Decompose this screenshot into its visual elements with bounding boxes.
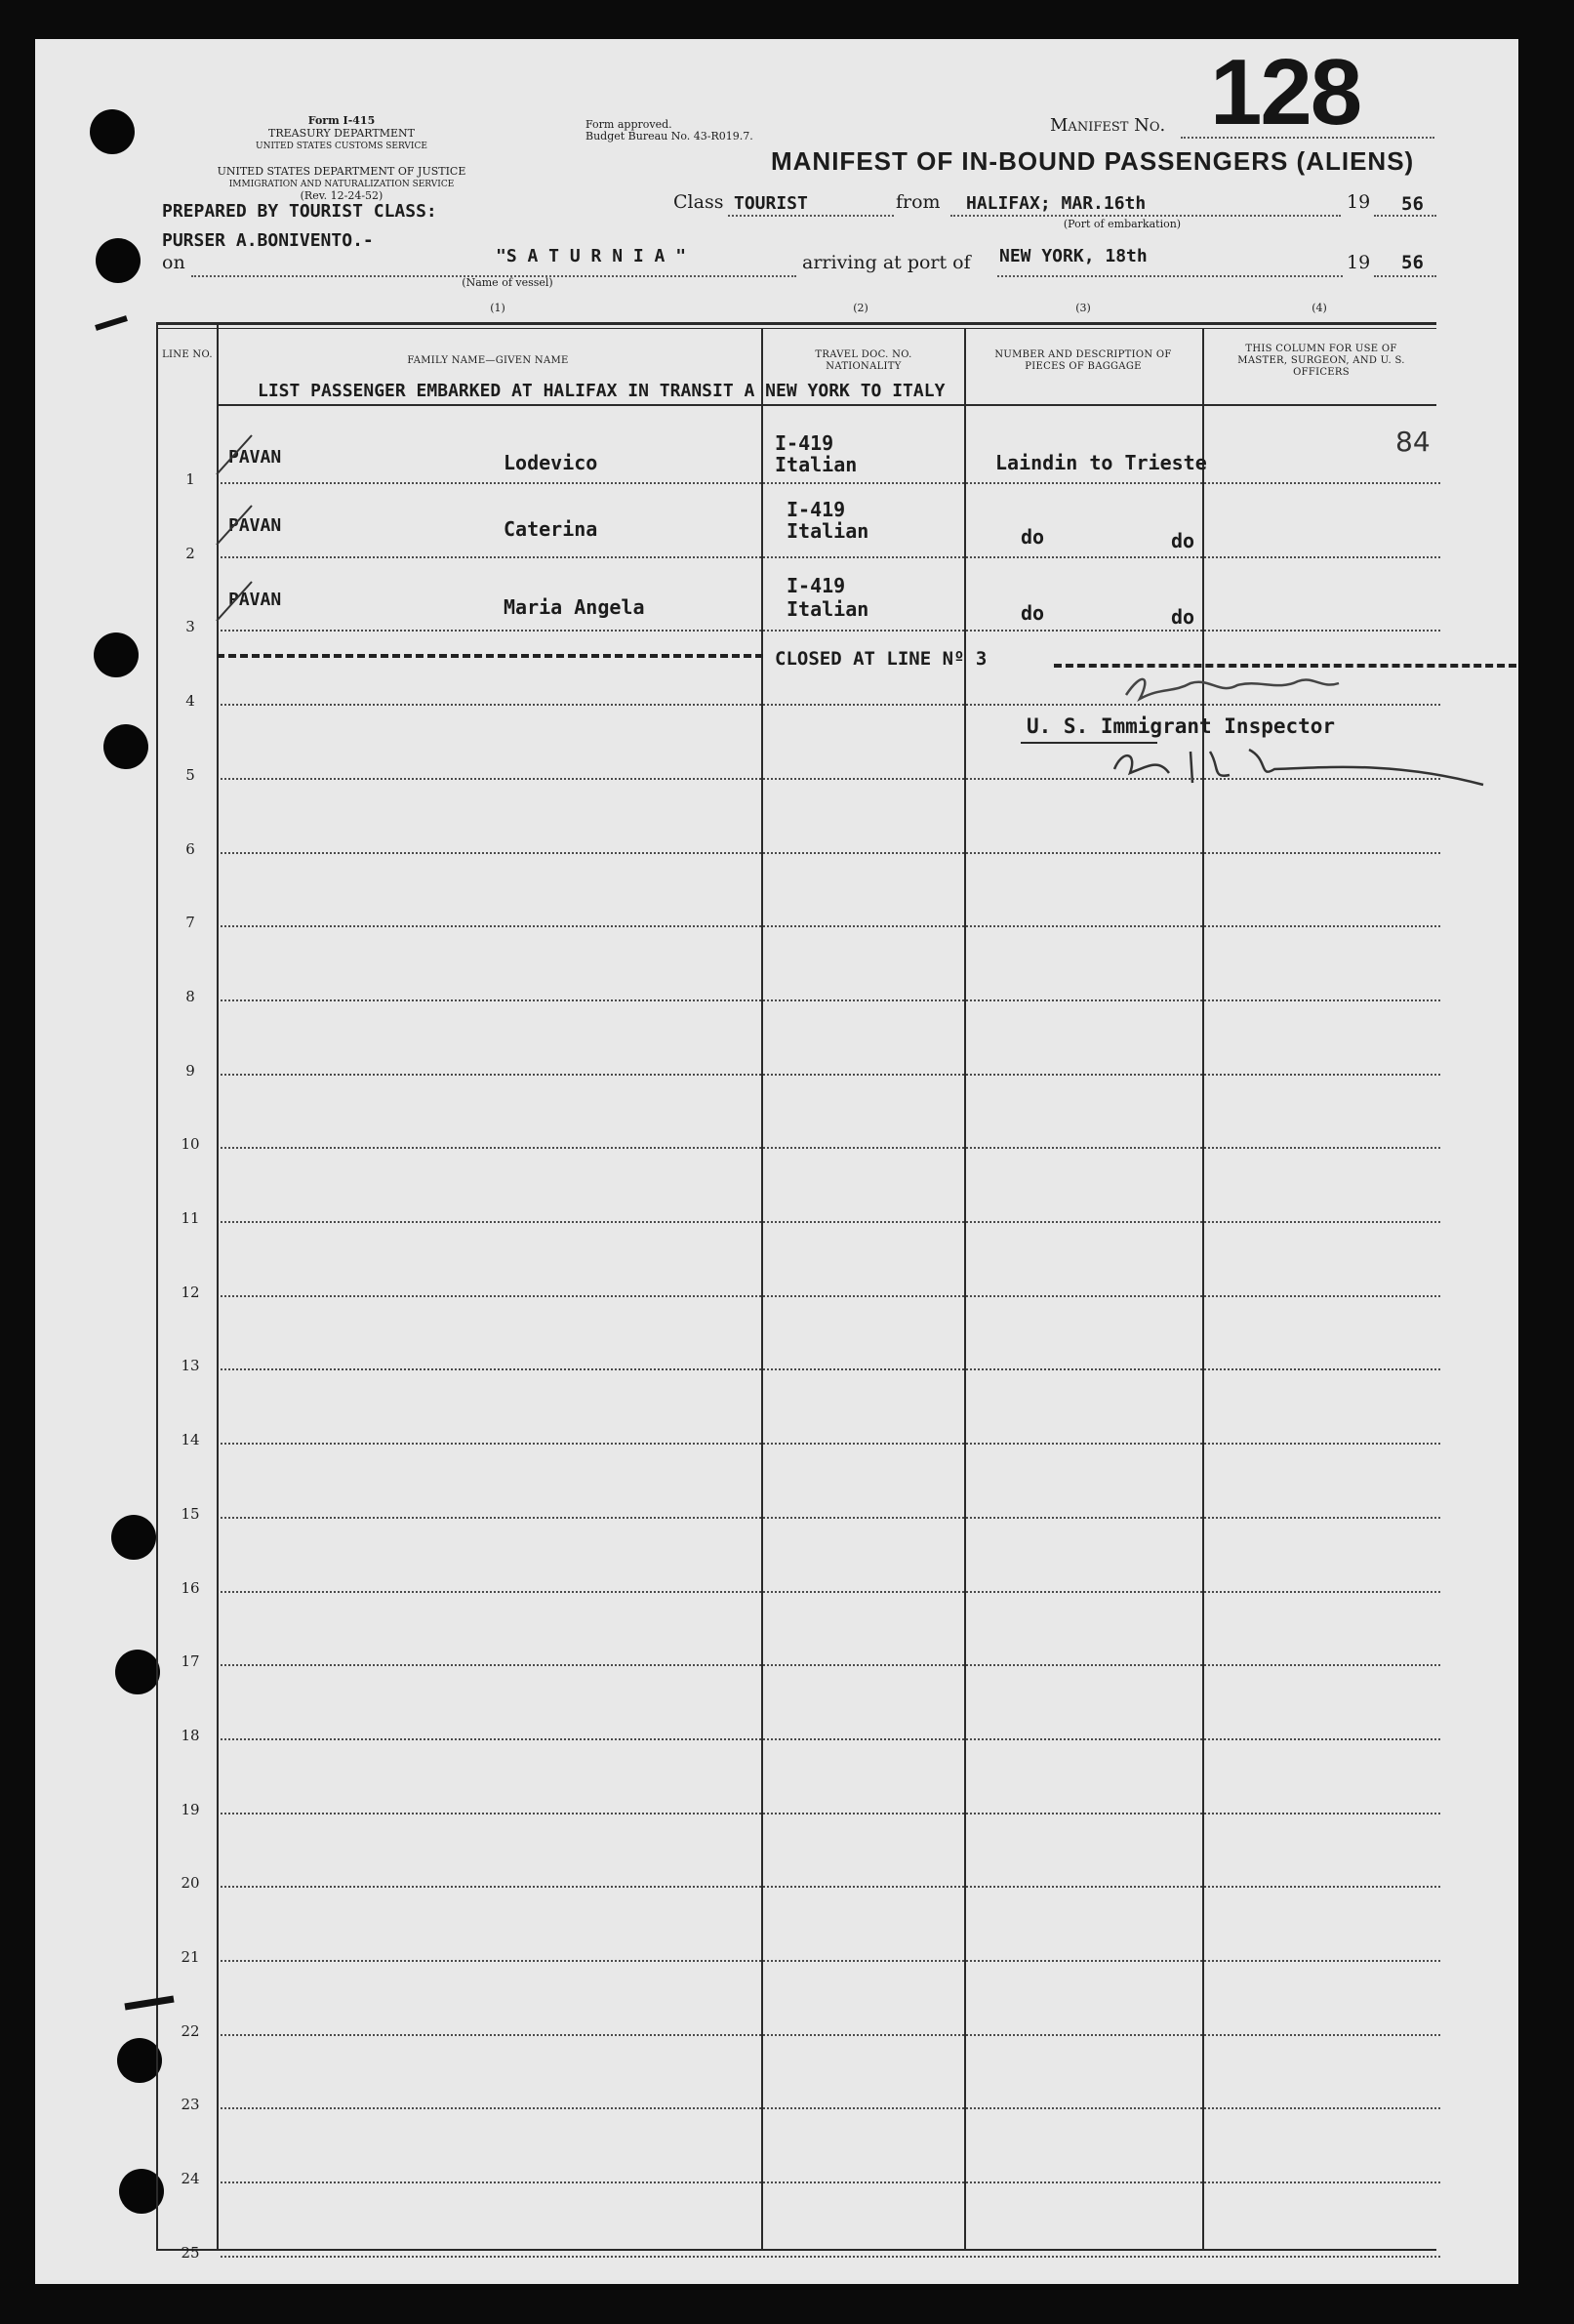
punch-hole <box>103 724 148 769</box>
passenger-1-given: Lodevico <box>504 451 598 474</box>
dept-treasury: TREASURY DEPARTMENT <box>268 127 415 140</box>
row-rule <box>221 482 1440 484</box>
form-approved: Form approved. <box>585 118 672 131</box>
table-header-border <box>156 328 1436 329</box>
line-number: 13 <box>181 1357 200 1375</box>
year2-line <box>1374 275 1436 277</box>
line-number: 1 <box>185 470 195 488</box>
line-number: 22 <box>181 2021 200 2040</box>
row-rule <box>221 1664 1440 1666</box>
row-rule <box>221 630 1440 632</box>
list-heading: LIST PASSENGER EMBARKED AT HALIFAX IN TRANSIT A NEW YORK TO ITALY <box>258 381 946 401</box>
arriving-label: arriving at port of <box>802 252 971 273</box>
passenger-2-family: PAVAN <box>228 515 282 536</box>
passenger-3-doc: I-419 <box>787 574 846 597</box>
punch-hole <box>90 109 135 154</box>
header-name: FAMILY NAME—GIVEN NAME <box>407 355 569 366</box>
passenger-2-given: Caterina <box>504 517 598 541</box>
table-top-border <box>156 322 1436 325</box>
line-number: 25 <box>181 2243 200 2262</box>
dept-ins: IMMIGRATION AND NATURALIZATION SERVICE <box>228 180 455 189</box>
inspector-title: U. S. Immigrant Inspector <box>1027 714 1336 738</box>
check-mark-icon <box>213 429 262 478</box>
row-rule <box>221 2181 1440 2183</box>
table-bottom-border <box>156 2249 1436 2251</box>
col-marker-2: (2) <box>853 302 868 314</box>
passenger-1-nationality: Italian <box>775 453 858 476</box>
check-mark-icon <box>213 500 262 549</box>
margin-mark <box>121 1991 180 2015</box>
line-number: 10 <box>181 1135 200 1154</box>
row-rule <box>221 2107 1440 2109</box>
line-number: 3 <box>185 618 195 636</box>
table-left-border <box>156 324 158 2249</box>
row-rule <box>221 1074 1440 1076</box>
header-baggage: NUMBER AND DESCRIPTION OF PIECES OF BAGGAGE <box>994 349 1172 372</box>
line-number: 16 <box>181 1578 200 1597</box>
punch-hole <box>115 1650 160 1694</box>
class-line <box>728 215 894 217</box>
passenger-3-nationality: Italian <box>787 597 869 621</box>
dept-customs: UNITED STATES CUSTOMS SERVICE <box>256 142 427 151</box>
col-marker-1: (1) <box>490 302 505 314</box>
line-number: 23 <box>181 2096 200 2114</box>
form-number: Form I-415 <box>307 114 376 127</box>
line-number: 17 <box>181 1652 200 1671</box>
header-line-no: LINE NO. <box>162 349 213 360</box>
passenger-1-baggage: Laindin to Trieste <box>995 451 1207 474</box>
row-rule <box>221 1517 1440 1519</box>
row-rule <box>221 1813 1440 1814</box>
row-rule <box>221 1295 1440 1297</box>
list-heading-underline <box>217 404 1436 406</box>
class-label: Class <box>673 191 724 213</box>
row-rule <box>221 1591 1440 1593</box>
arriving-line <box>997 275 1343 277</box>
row-rule <box>221 1960 1440 1962</box>
row-rule <box>221 1738 1440 1740</box>
line-number: 11 <box>181 1209 200 1227</box>
passenger-1-family: PAVAN <box>228 447 282 468</box>
line-number: 18 <box>181 1726 200 1744</box>
row-rule <box>221 2256 1440 2258</box>
passenger-2-nationality: Italian <box>787 519 869 543</box>
row-rule <box>221 852 1440 854</box>
line-number: 15 <box>181 1504 200 1523</box>
page-title: MANIFEST OF IN-BOUND PASSENGERS (ALIENS) <box>771 146 1415 176</box>
line-number: 12 <box>181 1283 200 1301</box>
row-rule <box>221 1886 1440 1888</box>
line-number: 24 <box>181 2170 200 2188</box>
margin-mark <box>94 314 133 338</box>
dept-justice: UNITED STATES DEPARTMENT OF JUSTICE <box>217 165 466 178</box>
check-mark-icon <box>213 576 262 625</box>
passenger-3-given: Maria Angela <box>504 595 645 619</box>
vessel-name: "S A T U R N I A " <box>496 246 687 266</box>
row-rule <box>221 556 1440 558</box>
year-line <box>1374 215 1436 217</box>
year-value: 56 <box>1401 193 1424 215</box>
from-label: from <box>896 191 941 213</box>
col-marker-3: (3) <box>1075 302 1091 314</box>
line-number: 21 <box>181 1948 200 1966</box>
row-rule <box>221 999 1440 1001</box>
manifest-no-label: Manifest No. <box>1050 115 1166 136</box>
inspector-initials <box>1103 740 1493 795</box>
col-marker-4: (4) <box>1312 302 1327 314</box>
punch-hole <box>96 238 141 283</box>
row-rule <box>221 1368 1440 1370</box>
prepared-by: PREPARED BY TOURIST CLASS: <box>162 201 437 222</box>
row-rule <box>221 1147 1440 1149</box>
manifest-number: 128 <box>1210 40 1361 144</box>
arriving-value: NEW YORK, 18th <box>999 246 1148 266</box>
from-value: HALIFAX; MAR.16th <box>966 193 1147 214</box>
row-rule <box>221 1221 1440 1223</box>
row-rule <box>221 2034 1440 2036</box>
line-number: 2 <box>185 544 195 562</box>
year2-prefix: 19 <box>1347 252 1371 273</box>
passenger-3-family: PAVAN <box>228 590 282 610</box>
passenger-1-note: 84 <box>1395 426 1431 458</box>
line-number: 20 <box>181 1874 200 1893</box>
line-number: 9 <box>185 1061 195 1080</box>
closed-note: CLOSED AT LINE Nº 3 <box>775 648 988 670</box>
port-embark-label: (Port of embarkation) <box>1063 218 1182 230</box>
line-number: 8 <box>185 987 195 1005</box>
row-rule <box>221 925 1440 927</box>
revision: (Rev. 12-24-52) <box>300 189 383 202</box>
line-number: 7 <box>185 914 195 932</box>
line-number: 14 <box>181 1431 200 1449</box>
header-officers: THIS COLUMN FOR USE OF MASTER, SURGEON, AND U. S. OFFICERS <box>1237 344 1405 378</box>
class-value: TOURIST <box>734 193 808 214</box>
punch-hole <box>94 632 139 677</box>
row-rule <box>221 1443 1440 1445</box>
on-label: on <box>162 252 185 273</box>
passenger-2-doc: I-419 <box>787 498 846 521</box>
year-prefix: 19 <box>1347 191 1371 213</box>
from-line <box>950 215 1341 217</box>
line-number: 4 <box>185 692 195 711</box>
closed-dash-left <box>217 654 763 658</box>
passenger-1-doc: I-419 <box>775 431 834 455</box>
purser: PURSER A.BONIVENTO.- <box>162 230 374 251</box>
passenger-3-baggage-b: do <box>1171 605 1195 629</box>
passenger-2-baggage-b: do <box>1171 529 1195 552</box>
line-number: 19 <box>181 1800 200 1818</box>
budget-bureau: Budget Bureau No. 43-R019.7. <box>585 130 753 143</box>
line-number: 6 <box>185 839 195 858</box>
vessel-label: (Name of vessel) <box>462 276 553 289</box>
row-rule <box>221 778 1440 780</box>
punch-hole <box>111 1515 156 1560</box>
header-doc: TRAVEL DOC. NO. NATIONALITY <box>815 349 912 372</box>
year2-value: 56 <box>1401 252 1424 273</box>
passenger-2-baggage-a: do <box>1021 525 1045 549</box>
row-rule <box>221 704 1440 706</box>
passenger-3-baggage-a: do <box>1021 601 1045 625</box>
line-number: 5 <box>185 765 195 784</box>
